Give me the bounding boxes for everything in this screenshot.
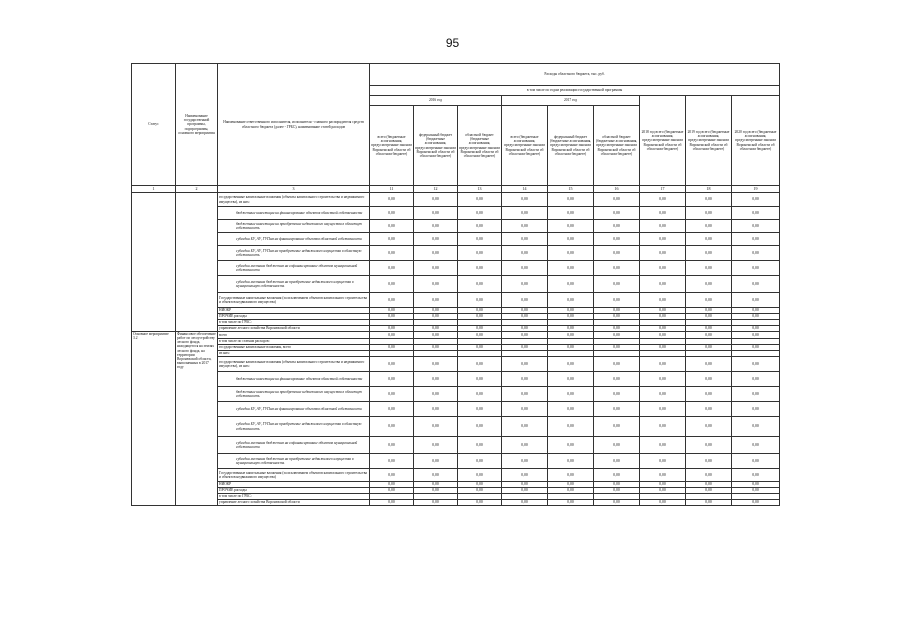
value-cell: 0,00 [548, 246, 594, 261]
value-cell: 0,00 [502, 500, 548, 506]
row-label: в том числе по ГРБС: [218, 320, 370, 326]
value-cell: 0,00 [732, 500, 780, 506]
value-cell: 0,00 [732, 437, 780, 454]
value-cell: 0,00 [502, 417, 548, 437]
value-cell: 0,00 [686, 372, 732, 387]
row-label: бюджетные инвестиции на финансирование объектов областной собственности [218, 372, 370, 387]
value-cell: 0,00 [370, 488, 414, 494]
value-cell: 0,00 [370, 293, 414, 308]
value-cell: 0,00 [502, 193, 548, 207]
header-year-2018: 2018 год всего (бюджетные ассигнования, предусмотренные законом Воронежской области об областном бюджете) [640, 96, 686, 186]
value-cell: 0,00 [640, 345, 686, 351]
row-label: бюджетные инвестиции на приобретение недвижимого имущества в областную собственность [218, 387, 370, 402]
value-cell: 0,00 [640, 437, 686, 454]
col-number: 3 [218, 186, 370, 193]
value-cell: 0,00 [370, 332, 414, 339]
value-cell: 0,00 [548, 500, 594, 506]
value-cell: 0,00 [640, 482, 686, 488]
value-cell: 0,00 [370, 469, 414, 482]
table-row [132, 332, 780, 339]
row-label: в том числе по статьям расходов: [218, 339, 370, 345]
table-row [132, 233, 780, 246]
value-cell: 0,00 [548, 357, 594, 372]
table-row [132, 293, 780, 308]
table-row [132, 437, 780, 454]
value-cell: 0,00 [594, 500, 640, 506]
row-label: ПРОЧИЕ расходы [218, 488, 370, 494]
program-name-cell: Финансовое обеспечение работ по лесоустройству лесного фонда, находящегося на землях лесного фонда, на территории Воронежской области, выполненных в 2017 году [176, 332, 218, 506]
value-cell: 0,00 [594, 314, 640, 320]
value-cell: 0,00 [502, 276, 548, 293]
value-cell: 0,00 [686, 402, 732, 417]
value-cell: 0,00 [686, 276, 732, 293]
value-cell: 0,00 [458, 293, 502, 308]
col-number: 15 [548, 186, 594, 193]
value-cell: 0,00 [458, 246, 502, 261]
row-label: субсидии БУ, АУ, ГУПам на приобретение недвижимого имущества в областную собственность [218, 246, 370, 261]
row-label: бюджетные инвестиции на приобретение недвижимого имущества в областную собственность [218, 220, 370, 233]
value-cell: 0,00 [640, 387, 686, 402]
table-row [132, 246, 780, 261]
header-year-2020: 2020 год всего (бюджетные ассигнования, предусмотренные законом Воронежской области об областном бюджете) [732, 96, 780, 186]
value-cell: 0,00 [640, 326, 686, 332]
value-cell: 0,00 [502, 454, 548, 469]
value-cell: 0,00 [458, 357, 502, 372]
value-cell: 0,00 [370, 220, 414, 233]
value-cell: 0,00 [370, 454, 414, 469]
table-row [132, 261, 780, 276]
row-label: управление лесного хозяйства Воронежской области [218, 500, 370, 506]
row-label: Государственные капитальные вложения (за исключением объектов капитального строительства и объектов недвижимого имущества) [218, 469, 370, 482]
value-cell: 0,00 [732, 332, 780, 339]
value-cell: 0,00 [458, 454, 502, 469]
row-label: субсидии БУ, АУ, ГУПам на приобретение недвижимого имущества в областную собственность [218, 417, 370, 437]
value-cell: 0,00 [502, 207, 548, 220]
value-cell: 0,00 [594, 233, 640, 246]
value-cell: 0,00 [502, 261, 548, 276]
value-cell: 0,00 [732, 345, 780, 351]
row-label: бюджетные инвестиции на финансирование объектов областной собственности [218, 207, 370, 220]
value-cell: 0,00 [640, 246, 686, 261]
value-cell: 0,00 [548, 402, 594, 417]
table-row [132, 500, 780, 506]
value-cell: 0,00 [732, 276, 780, 293]
value-cell: 0,00 [732, 387, 780, 402]
row-label: НИОКР [218, 308, 370, 314]
value-cell: 0,00 [594, 402, 640, 417]
value-cell: 0,00 [502, 246, 548, 261]
value-cell: 0,00 [548, 326, 594, 332]
value-cell: 0,00 [640, 488, 686, 494]
value-cell: 0,00 [458, 261, 502, 276]
value-cell: 0,00 [732, 417, 780, 437]
budget-table [131, 63, 780, 506]
value-cell: 0,00 [640, 500, 686, 506]
header-program-name: Наименование государственной программы, подпрограммы, основного мероприятия [176, 64, 218, 186]
value-cell: 0,00 [414, 469, 458, 482]
value-cell: 0,00 [640, 276, 686, 293]
value-cell: 0,00 [370, 233, 414, 246]
row-label: в том числе по ГРБС: [218, 494, 370, 500]
value-cell: 0,00 [548, 261, 594, 276]
value-cell: 0,00 [732, 488, 780, 494]
value-cell: 0,00 [414, 437, 458, 454]
value-cell: 0,00 [548, 207, 594, 220]
table-row [132, 469, 780, 482]
value-cell: 0,00 [640, 207, 686, 220]
value-cell: 0,00 [370, 372, 414, 387]
value-cell: 0,00 [732, 314, 780, 320]
value-cell: 0,00 [594, 345, 640, 351]
value-cell: 0,00 [640, 220, 686, 233]
col-number: 16 [594, 186, 640, 193]
column-numbers-row [132, 186, 780, 193]
value-cell: 0,00 [414, 308, 458, 314]
value-cell: 0,00 [732, 326, 780, 332]
page-number: 95 [445, 36, 460, 50]
value-cell: 0,00 [732, 193, 780, 207]
header-year-2017: 2017 год [502, 96, 640, 106]
value-cell: 0,00 [414, 482, 458, 488]
row-label: субсидии местным бюджетам на приобретение недвижимого имущества в муниципальную собственность [218, 276, 370, 293]
row-label: государственные капитальные вложения, всего [218, 345, 370, 351]
value-cell: 0,00 [594, 276, 640, 293]
value-cell: 0,00 [640, 332, 686, 339]
value-cell: 0,00 [732, 469, 780, 482]
value-cell: 0,00 [414, 220, 458, 233]
value-cell: 0,00 [414, 402, 458, 417]
value-cell: 0,00 [414, 345, 458, 351]
value-cell: 0,00 [548, 276, 594, 293]
row-label: всего [218, 332, 370, 339]
col-number: 11 [370, 186, 414, 193]
value-cell: 0,00 [548, 332, 594, 339]
value-cell: 0,00 [686, 308, 732, 314]
value-cell: 0,00 [458, 220, 502, 233]
value-cell: 0,00 [732, 372, 780, 387]
value-cell: 0,00 [548, 469, 594, 482]
value-cell: 0,00 [548, 387, 594, 402]
value-cell: 0,00 [686, 437, 732, 454]
value-cell: 0,00 [640, 402, 686, 417]
value-cell: 0,00 [686, 417, 732, 437]
value-cell: 0,00 [458, 469, 502, 482]
value-cell: 0,00 [458, 308, 502, 314]
value-cell: 0,00 [414, 207, 458, 220]
col-number: 18 [686, 186, 732, 193]
value-cell: 0,00 [370, 402, 414, 417]
value-cell: 0,00 [548, 193, 594, 207]
value-cell: 0,00 [370, 276, 414, 293]
value-cell: 0,00 [594, 469, 640, 482]
value-cell: 0,00 [732, 246, 780, 261]
value-cell: 0,00 [502, 220, 548, 233]
value-cell: 0,00 [594, 417, 640, 437]
table-row [132, 402, 780, 417]
value-cell: 0,00 [414, 276, 458, 293]
value-cell: 0,00 [414, 193, 458, 207]
value-cell: 0,00 [732, 357, 780, 372]
table-body [132, 193, 780, 506]
value-cell: 0,00 [458, 193, 502, 207]
value-cell: 0,00 [370, 314, 414, 320]
col-number: 2 [176, 186, 218, 193]
value-cell: 0,00 [370, 207, 414, 220]
value-cell: 0,00 [414, 417, 458, 437]
value-cell: 0,00 [732, 454, 780, 469]
value-cell: 0,00 [548, 437, 594, 454]
value-cell: 0,00 [370, 482, 414, 488]
status-cell: Основное мероприятие 3.2 [132, 332, 176, 506]
row-label: субсидии местным бюджетам на софинансирование объектов муниципальной собственности [218, 261, 370, 276]
value-cell: 0,00 [686, 246, 732, 261]
row-label: ПРОЧИЕ расходы [218, 314, 370, 320]
value-cell: 0,00 [502, 469, 548, 482]
header-year-2016: 2016 год [370, 96, 502, 106]
value-cell: 0,00 [732, 233, 780, 246]
header-2017-regional: областной бюджет (бюджетные ассигнования, предусмотренные законом Воронежской области об областном бюджете) [594, 106, 640, 186]
value-cell: 0,00 [502, 488, 548, 494]
value-cell: 0,00 [502, 345, 548, 351]
value-cell: 0,00 [686, 357, 732, 372]
value-cell: 0,00 [548, 454, 594, 469]
value-cell: 0,00 [732, 308, 780, 314]
value-cell: 0,00 [370, 357, 414, 372]
value-cell: 0,00 [548, 482, 594, 488]
col-number: 14 [502, 186, 548, 193]
value-cell: 0,00 [640, 233, 686, 246]
value-cell: 0,00 [458, 402, 502, 417]
value-cell: 0,00 [594, 454, 640, 469]
value-cell: 0,00 [370, 193, 414, 207]
value-cell: 0,00 [640, 308, 686, 314]
value-cell: 0,00 [640, 314, 686, 320]
program-name-cell [176, 193, 218, 332]
value-cell: 0,00 [414, 488, 458, 494]
value-cell: 0,00 [458, 233, 502, 246]
row-label: государственные капитальные вложения (объекты капитального строительства и недвижимого имущества), из них: [218, 357, 370, 372]
value-cell: 0,00 [458, 276, 502, 293]
value-cell: 0,00 [640, 372, 686, 387]
value-cell: 0,00 [686, 193, 732, 207]
value-cell: 0,00 [370, 326, 414, 332]
value-cell: 0,00 [548, 488, 594, 494]
value-cell: 0,00 [414, 500, 458, 506]
value-cell: 0,00 [686, 233, 732, 246]
value-cell: 0,00 [370, 308, 414, 314]
value-cell: 0,00 [370, 246, 414, 261]
table-row [132, 207, 780, 220]
value-cell: 0,00 [502, 233, 548, 246]
value-cell: 0,00 [594, 193, 640, 207]
value-cell: 0,00 [414, 261, 458, 276]
value-cell: 0,00 [732, 261, 780, 276]
value-cell: 0,00 [414, 314, 458, 320]
value-cell: 0,00 [414, 332, 458, 339]
value-cell: 0,00 [502, 308, 548, 314]
value-cell: 0,00 [502, 402, 548, 417]
value-cell: 0,00 [548, 372, 594, 387]
row-label: из них: [218, 351, 370, 357]
row-label: НИОКР [218, 482, 370, 488]
table-row [132, 387, 780, 402]
value-cell: 0,00 [414, 233, 458, 246]
table-row [132, 357, 780, 372]
value-cell: 0,00 [594, 326, 640, 332]
value-cell: 0,00 [370, 417, 414, 437]
col-number: 1 [132, 186, 176, 193]
value-cell: 0,00 [594, 308, 640, 314]
value-cell: 0,00 [370, 261, 414, 276]
value-cell: 0,00 [414, 326, 458, 332]
header-2016-total: всего (бюджетные ассигнования, предусмотренные законом Воронежской области об областном бюджете) [370, 106, 414, 186]
value-cell: 0,00 [458, 207, 502, 220]
value-cell: 0,00 [686, 482, 732, 488]
value-cell: 0,00 [640, 261, 686, 276]
value-cell: 0,00 [686, 332, 732, 339]
header-year-2019: 2019 год всего (бюджетные ассигнования, предусмотренные законом Воронежской области об областном бюджете) [686, 96, 732, 186]
value-cell: 0,00 [458, 332, 502, 339]
col-number: 17 [640, 186, 686, 193]
value-cell: 0,00 [458, 417, 502, 437]
value-cell: 0,00 [502, 314, 548, 320]
value-cell: 0,00 [458, 482, 502, 488]
value-cell: 0,00 [686, 488, 732, 494]
header-status: Статус [132, 64, 176, 186]
value-cell: 0,00 [640, 454, 686, 469]
value-cell: 0,00 [686, 387, 732, 402]
header-expenses-group: Расходы областного бюджета, тыс. руб. [370, 64, 780, 86]
col-number: 19 [732, 186, 780, 193]
value-cell: 0,00 [414, 454, 458, 469]
header-2016-federal: федеральный бюджет (бюджетные ассигнования, предусмотренные законом Воронежской области об областном бюджете) [414, 106, 458, 186]
value-cell: 0,00 [414, 357, 458, 372]
header-2016-regional: областной бюджет (бюджетные ассигнования, предусмотренные законом Воронежской области об областном бюджете) [458, 106, 502, 186]
value-cell: 0,00 [414, 387, 458, 402]
table-row [132, 220, 780, 233]
value-cell: 0,00 [502, 293, 548, 308]
value-cell: 0,00 [458, 387, 502, 402]
value-cell: 0,00 [686, 314, 732, 320]
row-label: управление лесного хозяйства Воронежской области [218, 326, 370, 332]
table-row [132, 372, 780, 387]
value-cell: 0,00 [686, 469, 732, 482]
status-cell [132, 193, 176, 332]
row-label: субсидии местным бюджетам на приобретение недвижимого имущества в муниципальную собственность [218, 454, 370, 469]
table-row [132, 193, 780, 207]
value-cell: 0,00 [686, 261, 732, 276]
value-cell: 0,00 [594, 207, 640, 220]
value-cell: 0,00 [548, 233, 594, 246]
value-cell: 0,00 [502, 332, 548, 339]
value-cell: 0,00 [594, 220, 640, 233]
value-cell: 0,00 [640, 469, 686, 482]
value-cell: 0,00 [548, 345, 594, 351]
value-cell: 0,00 [732, 220, 780, 233]
value-cell: 0,00 [414, 293, 458, 308]
col-number: 12 [414, 186, 458, 193]
value-cell: 0,00 [640, 417, 686, 437]
value-cell: 0,00 [458, 437, 502, 454]
value-cell: 0,00 [458, 372, 502, 387]
value-cell: 0,00 [502, 437, 548, 454]
row-label: субсидии БУ, АУ, ГУПам на финансирование объектов областной собственности [218, 233, 370, 246]
header-by-years: в том числе по годам реализации государственной программы [370, 86, 780, 96]
value-cell: 0,00 [548, 417, 594, 437]
value-cell: 0,00 [414, 246, 458, 261]
value-cell: 0,00 [732, 482, 780, 488]
table-row [132, 454, 780, 469]
header-2017-total: всего (бюджетные ассигнования, предусмотренные законом Воронежской области об областном бюджете) [502, 106, 548, 186]
value-cell: 0,00 [594, 372, 640, 387]
value-cell: 0,00 [594, 437, 640, 454]
value-cell: 0,00 [502, 387, 548, 402]
value-cell: 0,00 [594, 488, 640, 494]
row-label: государственные капитальные вложения (объекты капитального строительства и недвижимого имущества), из них: [218, 193, 370, 207]
value-cell: 0,00 [502, 326, 548, 332]
row-label: Государственные капитальные вложения (за исключением объектов капитального строительства и объектов недвижимого имущества) [218, 293, 370, 308]
value-cell: 0,00 [594, 357, 640, 372]
value-cell: 0,00 [548, 308, 594, 314]
value-cell: 0,00 [640, 193, 686, 207]
value-cell: 0,00 [458, 326, 502, 332]
value-cell: 0,00 [594, 261, 640, 276]
value-cell: 0,00 [370, 387, 414, 402]
value-cell: 0,00 [686, 454, 732, 469]
value-cell: 0,00 [732, 207, 780, 220]
value-cell: 0,00 [594, 332, 640, 339]
table-row [132, 276, 780, 293]
value-cell: 0,00 [686, 207, 732, 220]
value-cell: 0,00 [458, 314, 502, 320]
value-cell: 0,00 [548, 314, 594, 320]
header-indicator: Наименование ответственного исполнителя, исполнителя - главного распорядителя средств областного бюджета (далее - ГРБС), наименование статей расходов [218, 64, 370, 186]
value-cell: 0,00 [594, 387, 640, 402]
value-cell: 0,00 [458, 500, 502, 506]
value-cell: 0,00 [370, 500, 414, 506]
value-cell: 0,00 [502, 372, 548, 387]
value-cell: 0,00 [370, 437, 414, 454]
value-cell: 0,00 [640, 293, 686, 308]
value-cell: 0,00 [594, 482, 640, 488]
value-cell: 0,00 [686, 345, 732, 351]
row-label: субсидии местным бюджетам на софинансирование объектов муниципальной собственности [218, 437, 370, 454]
value-cell: 0,00 [732, 402, 780, 417]
value-cell: 0,00 [686, 500, 732, 506]
value-cell: 0,00 [548, 220, 594, 233]
value-cell: 0,00 [594, 293, 640, 308]
value-cell: 0,00 [686, 293, 732, 308]
col-number: 13 [458, 186, 502, 193]
value-cell: 0,00 [458, 345, 502, 351]
value-cell: 0,00 [548, 293, 594, 308]
value-cell: 0,00 [594, 246, 640, 261]
value-cell: 0,00 [370, 345, 414, 351]
value-cell: 0,00 [686, 326, 732, 332]
value-cell: 0,00 [502, 357, 548, 372]
value-cell: 0,00 [502, 482, 548, 488]
table-row [132, 417, 780, 437]
row-label: субсидии БУ, АУ, ГУПам на финансирование объектов областной собственности [218, 402, 370, 417]
value-cell: 0,00 [640, 357, 686, 372]
value-cell: 0,00 [458, 488, 502, 494]
value-cell: 0,00 [686, 220, 732, 233]
value-cell: 0,00 [414, 372, 458, 387]
header-2017-federal: федеральный бюджет (бюджетные ассигнования, предусмотренные законом Воронежской области об областном бюджете) [548, 106, 594, 186]
value-cell: 0,00 [732, 293, 780, 308]
